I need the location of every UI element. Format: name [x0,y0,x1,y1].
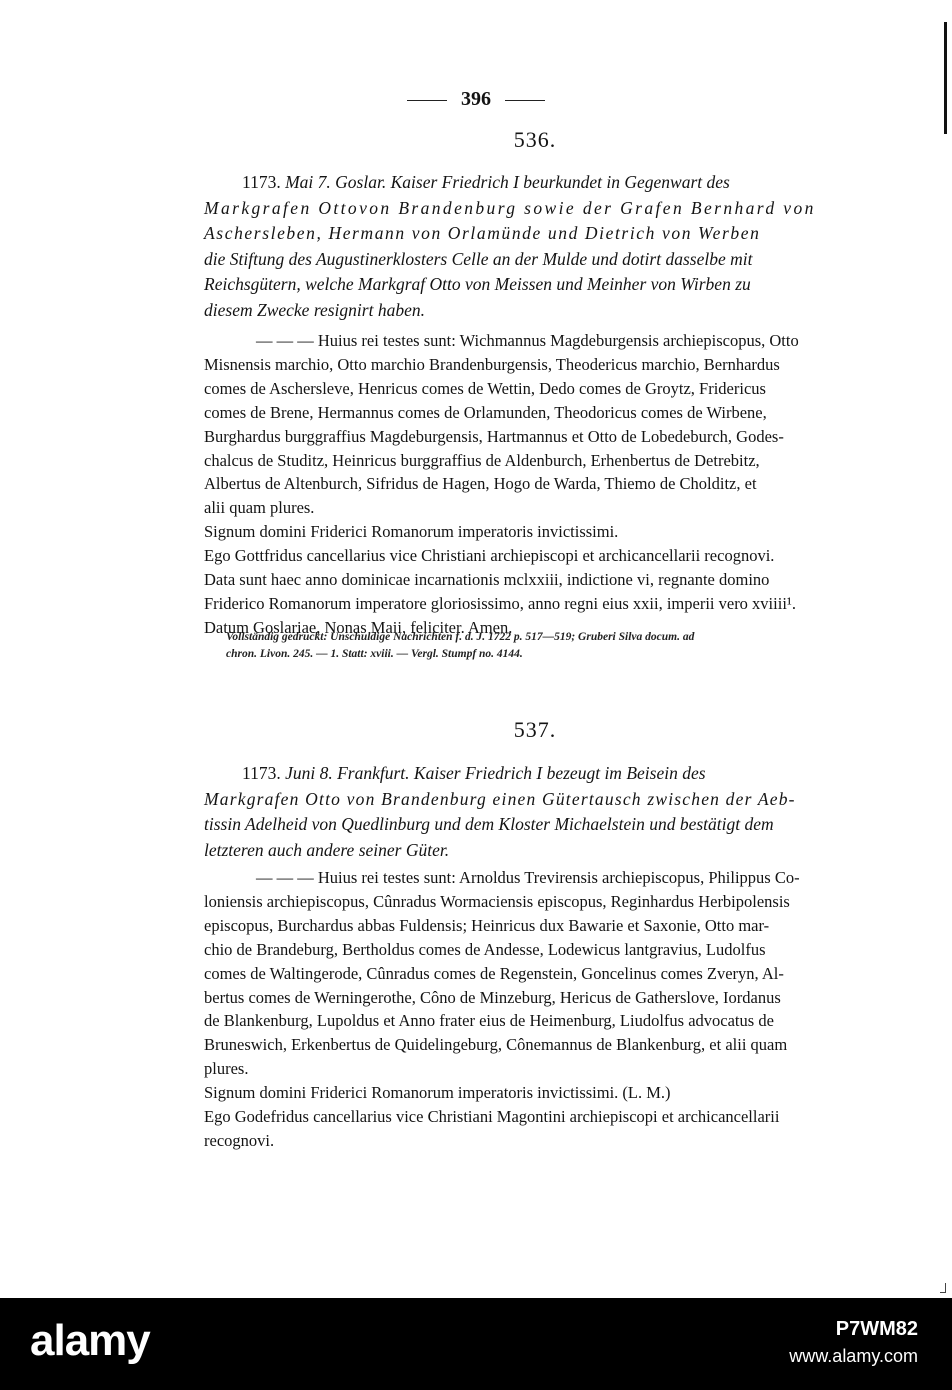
text-line: episcopus, Burchardus abbas Fuldensis; Heinricus dux Bawarie et Saxonie, Otto mar- [204,915,770,935]
text-line: Burghardus burggraffius Magdeburgensis, Hartmannus et Otto de Lobedeburch, Godes- [204,426,784,446]
text-line: Signum domini Friderici Romanorum imperatoris invictissimi. [204,522,619,542]
page-number [0,88,952,111]
text-line: de Blankenburg, Lupoldus et Anno frater eius de Heimenburg, Liudolfus advocatus de [204,1011,774,1031]
regest-line: 1173. Mai 7. Goslar. Kaiser Friedrich I beurkundet in Gegenwart des [242,172,730,192]
text-line: Albertus de Altenburch, Sifridus de Hagen, Hogo de Warda, Thiemo de Cholditz, et [204,474,757,494]
text-line: plures. [204,1059,249,1079]
regest-line: Aschersleben, Hermann von Orlamünde und Dietrich von Werben [204,223,761,243]
page-number-dash-left [407,100,447,101]
text-line: alii quam plures. [204,498,315,518]
regest-line: tissin Adelheid von Quedlinburg und dem Kloster Michaelstein und bestätigt dem [204,814,774,834]
text-line: comes de Waltingerode, Cûnradus comes de Regenstein, Goncelinus comes Zveryn, Al- [204,963,784,983]
text-line: Datum Goslariae, Nonas Maii, feliciter. Amen. [204,617,513,637]
regest-line: Markgrafen Ottovon Brandenburg sowie der Grafen Bernhard von [204,197,816,218]
text-line: Ego Gottfridus cancellarius vice Christiani archiepiscopi et archicancellarii recognovi. [204,546,775,566]
page-number-value: 396 [461,88,491,110]
regest-line: die Stiftung des Augustinerklosters Celle an der Mulde und dotirt dasselbe mit [204,248,753,269]
text-line: comes de Brene, Hermannus comes de Orlamunden, Theodoricus comes de Wirbene, [204,402,767,422]
note-line: chron. Livon. 245. — 1. Statt: xviii. — Vergl. Stumpf no. 4144. [226,648,523,660]
scan-corner-mark [940,1283,946,1293]
document-537-regest [204,761,869,863]
footer-url: www.alamy.com [789,1346,918,1366]
text-line: — — — Huius rei testes sunt: Wichmannus Magdeburgensis archiepiscopus, Otto [256,331,799,350]
document-536-regest [204,170,869,323]
text-line: recognovi. [204,1130,275,1150]
text-line: comes de Aschersleve, Henricus comes de Wettin, Dedo comes de Groytz, Fridericus [204,378,766,398]
regest-line: diesem Zwecke resignirt haben. [204,299,425,320]
text-line: Signum domini Friderici Romanorum imperatoris invictissimi. (L. M.) [204,1083,671,1103]
text-line: Ego Godefridus cancellarius vice Christiani Magontini archiepiscopi et archicancellarii [204,1107,780,1127]
regest-line: 1173. Juni 8. Frankfurt. Kaiser Friedrich I bezeugt im Beisein des [242,763,706,783]
text-line: Friderico Romanorum imperatore gloriosissimo, anno regni eius xxii, imperii vero xviiii¹. [204,593,796,613]
text-line: loniensis archiepiscopus, Cûnradus Wormaciensis episcopus, Reginhardus Herbipolensis [204,891,790,911]
document-537-number: 537. [513,717,557,742]
document-536-text [204,329,869,640]
document-537-text [204,866,869,1153]
text-line: Bruneswich, Erkenbertus de Quidelingeburg, Cônemannus de Blankenburg, et alii quam [204,1035,788,1055]
text-line: chalcus de Studitz, Heinricus burggraffius de Aldenburch, Erhenbertus de Detrebitz, [204,450,760,470]
text-line: bertus comes de Werningerothe, Côno de Minzeburg, Hericus de Gatherslove, Iordanus [204,987,781,1007]
regest-line: Reichsgütern, welche Markgraf Otto von Meissen und Meinher von Wirben zu [204,274,751,294]
note-line: Vollständig gedruckt: Unschuldige Nachrichten f. d. J. 1722 p. 517—519; Gruberi Silva docum. ad [226,631,695,643]
text-line: chio de Brandeburg, Bertholdus comes de Andesse, Lodewicus lantgravius, Ludolfus [204,939,766,959]
page-number-dash-right [505,100,545,101]
regest-line: letzteren auch andere seiner Güter. [204,839,450,860]
alamy-logo: alamy [30,1316,150,1365]
text-line: Data sunt haec anno dominicae incarnationis mclxxiii, indictione vi, regnante domino [204,570,770,590]
text-line: — — — Huius rei testes sunt: Arnoldus Trevirensis archiepiscopus, Philippus Co- [256,868,800,887]
document-536-note [226,629,876,663]
text-line: Misnensis marchio, Otto marchio Brandenburgensis, Theodericus marchio, Bernhardus [204,354,780,374]
regest-line: Markgrafen Otto von Brandenburg einen Gütertausch zwischen der Aeb- [204,788,796,809]
scan-edge-mark [944,22,947,134]
image-id-label: P7WM82 [835,1318,918,1340]
document-536-number: 536. [513,127,557,152]
